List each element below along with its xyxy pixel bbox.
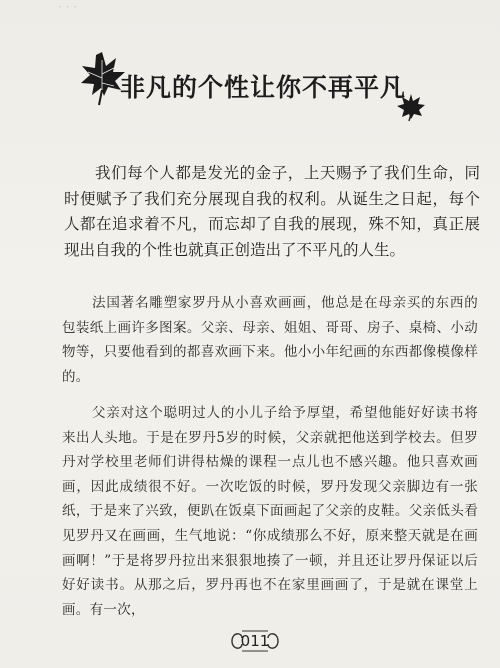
maple-leaf-icon [78, 50, 126, 106]
body-paragraph-2: 父亲对这个聪明过人的小儿子给予厚望，希望他能好好读书将来出人头地。于是在罗丹5岁的时候，父亲就把他送到学校去。但罗丹对学校里老师们讲得枯燥的课程一点儿也不感兴趣。他只喜欢画画，因此成绩很不好。一次吃饭的时候，罗丹发现父亲脚边有一张纸，于是来了兴致，便趴在饭桌下面画起了父亲的皮鞋。父亲低头看见罗丹又在画画，生气地说：“你成绩那么不好，原来整天就是在画画啊！”于是将罗丹拉出来狠狠地揍了一顿，并且还让罗丹保证以后好好读书。从那之后，罗丹再也不在家里画画了，于是就在课堂上画。有一次， [62, 405, 478, 618]
chapter-header [0, 0, 500, 120]
intro-paragraph: 我们每个人都是发光的金子，上天赐予了我们生命，同时便赋予了我们充分展现自我的权利。从诞生之日起，每个人都在追求着不凡，而忘却了自我的展现，殊不知，真正展现出自我的个性也就真正创造出了不平凡的人生。 [64, 164, 480, 259]
bleed-through-text: · · · [58, 0, 78, 14]
maple-leaf-small-icon [396, 92, 426, 122]
chapter-title: 非凡的个性让你不再平凡 [120, 73, 407, 102]
page-number [224, 628, 286, 654]
page-number-text: 011 [240, 632, 270, 650]
body-paragraph-1: 法国著名雕塑家罗丹从小喜欢画画，他总是在母亲买的东西的包装纸上画许多图案。父亲、母亲、姐姐、哥哥、房子、桌椅、小动物等，只要他看到的都喜欢画下来。他小小年纪画的东西都像模像样的。 [62, 295, 478, 385]
